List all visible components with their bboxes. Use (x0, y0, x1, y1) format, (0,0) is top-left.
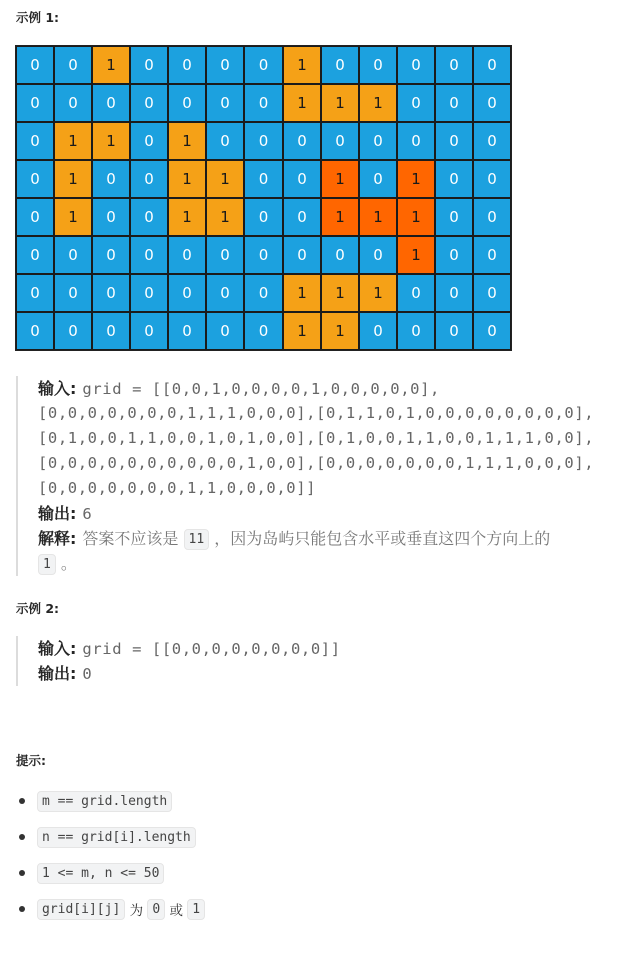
land-cell: 1 (283, 46, 321, 84)
hint-code: 1 (187, 899, 205, 920)
water-cell: 0 (359, 160, 397, 198)
land-cell: 1 (206, 160, 244, 198)
water-cell: 0 (206, 84, 244, 122)
output-value-2: 0 (82, 665, 93, 683)
water-cell: 0 (16, 274, 54, 312)
water-cell: 0 (16, 160, 54, 198)
water-cell: 0 (206, 122, 244, 160)
hint-code: 0 (147, 899, 165, 920)
water-cell: 0 (397, 274, 435, 312)
land-cell: 1 (321, 198, 359, 236)
water-cell: 0 (435, 198, 473, 236)
land-cell: 1 (397, 160, 435, 198)
land-cell: 1 (397, 236, 435, 274)
input-value-line-4: [0,0,0,0,0,0,0,0,0,0,1,0,0],[0,0,0,0,0,0,0,1,1,1,0,0,0], (38, 454, 595, 472)
hint-code: grid[i][j] (37, 899, 125, 920)
bullet-icon (19, 834, 25, 840)
hint-item (16, 819, 205, 855)
water-cell: 0 (359, 122, 397, 160)
input-line-2 (38, 636, 341, 661)
input-value-line-1: grid = [[0,0,1,0,0,0,0,1,0,0,0,0,0], (82, 380, 440, 398)
land-cell: 1 (321, 160, 359, 198)
water-cell: 0 (54, 312, 92, 350)
water-cell: 0 (130, 160, 168, 198)
water-cell: 0 (473, 236, 511, 274)
output-value: 6 (82, 505, 93, 523)
explanation-text-1: 答案不应该是 (82, 529, 179, 548)
hint-item (16, 891, 205, 927)
input-label: 输入: (38, 379, 77, 398)
land-cell: 1 (359, 198, 397, 236)
example-2-heading: 示例 2: (16, 601, 60, 616)
water-cell: 0 (130, 84, 168, 122)
explanation-text-2: ，因为岛屿只能包含水平或垂直这四个方向上的 (214, 529, 551, 548)
explanation-line-2 (38, 551, 594, 576)
land-cell: 1 (359, 84, 397, 122)
water-cell: 0 (473, 122, 511, 160)
hint-item (16, 855, 205, 891)
water-cell: 0 (244, 84, 283, 122)
land-cell: 1 (397, 198, 435, 236)
bullet-icon (19, 906, 25, 912)
water-cell: 0 (283, 236, 321, 274)
water-cell: 0 (473, 84, 511, 122)
water-cell: 0 (435, 46, 473, 84)
water-cell: 0 (206, 46, 244, 84)
water-cell: 0 (54, 274, 92, 312)
explanation-code-1: 1 (38, 554, 56, 575)
land-cell: 1 (54, 160, 92, 198)
land-cell: 1 (92, 46, 130, 84)
bullet-icon (19, 798, 25, 804)
water-cell: 0 (54, 236, 92, 274)
water-cell: 0 (359, 312, 397, 350)
water-cell: 0 (130, 312, 168, 350)
water-cell: 0 (397, 122, 435, 160)
water-cell: 0 (168, 236, 206, 274)
water-cell: 0 (321, 122, 359, 160)
land-cell: 1 (283, 274, 321, 312)
water-cell: 0 (283, 122, 321, 160)
water-cell: 0 (92, 84, 130, 122)
water-cell: 0 (473, 274, 511, 312)
water-cell: 0 (244, 236, 283, 274)
land-cell: 1 (283, 84, 321, 122)
water-cell: 0 (321, 236, 359, 274)
land-cell: 1 (206, 198, 244, 236)
hint-code: n == grid[i].length (37, 827, 196, 848)
water-cell: 0 (283, 160, 321, 198)
land-cell: 1 (321, 274, 359, 312)
water-cell: 0 (130, 236, 168, 274)
hints-list (16, 783, 205, 927)
water-cell: 0 (244, 122, 283, 160)
land-cell: 1 (54, 122, 92, 160)
water-cell: 0 (473, 46, 511, 84)
bullet-icon (19, 870, 25, 876)
water-cell: 0 (92, 312, 130, 350)
hint-text: 为 (129, 903, 144, 919)
example-1-heading: 示例 1: (16, 10, 60, 25)
input-value-line-3: [0,1,0,0,1,1,0,0,1,0,1,0,0],[0,1,0,0,1,1,0,0,1,1,1,0,0], (38, 429, 595, 447)
water-cell: 0 (473, 160, 511, 198)
input-label-2: 输入: (38, 639, 77, 658)
water-cell: 0 (168, 84, 206, 122)
input-value-line-5: [0,0,0,0,0,0,0,1,1,0,0,0,0]] (38, 479, 317, 497)
water-cell: 0 (244, 160, 283, 198)
water-cell: 0 (244, 198, 283, 236)
water-cell: 0 (435, 312, 473, 350)
water-cell: 0 (130, 198, 168, 236)
water-cell: 0 (244, 46, 283, 84)
water-cell: 0 (397, 84, 435, 122)
water-cell: 0 (206, 236, 244, 274)
water-cell: 0 (16, 122, 54, 160)
land-cell: 1 (359, 274, 397, 312)
input-value-2: grid = [[0,0,0,0,0,0,0,0]] (82, 640, 341, 658)
water-cell: 0 (206, 312, 244, 350)
hint-text: 或 (169, 903, 183, 919)
land-cell: 1 (54, 198, 92, 236)
output-line-2 (38, 661, 341, 686)
hints-heading: 提示: (16, 753, 46, 768)
water-cell: 0 (435, 274, 473, 312)
hint-code: m == grid.length (37, 791, 172, 812)
water-cell: 0 (397, 46, 435, 84)
water-cell: 0 (283, 198, 321, 236)
water-cell: 0 (92, 236, 130, 274)
land-cell: 1 (168, 198, 206, 236)
water-cell: 0 (321, 46, 359, 84)
water-cell: 0 (54, 46, 92, 84)
island-grid-figure (16, 46, 511, 350)
land-cell: 1 (168, 122, 206, 160)
explanation-code-11: 11 (184, 529, 210, 550)
explanation-label: 解释: (38, 529, 77, 548)
land-cell: 1 (168, 160, 206, 198)
water-cell: 0 (244, 312, 283, 350)
water-cell: 0 (54, 84, 92, 122)
explanation-text-3: 。 (60, 554, 77, 573)
water-cell: 0 (16, 236, 54, 274)
water-cell: 0 (92, 274, 130, 312)
output-label-2: 输出: (38, 664, 77, 683)
water-cell: 0 (92, 160, 130, 198)
water-cell: 0 (130, 46, 168, 84)
water-cell: 0 (16, 84, 54, 122)
water-cell: 0 (435, 122, 473, 160)
water-cell: 0 (92, 198, 130, 236)
water-cell: 0 (435, 236, 473, 274)
water-cell: 0 (168, 312, 206, 350)
output-label: 输出: (38, 504, 77, 523)
water-cell: 0 (16, 46, 54, 84)
input-line (38, 376, 594, 401)
hint-item (16, 783, 205, 819)
hint-code: 1 <= m, n <= 50 (37, 863, 164, 884)
water-cell: 0 (168, 274, 206, 312)
land-cell: 1 (321, 84, 359, 122)
water-cell: 0 (397, 312, 435, 350)
water-cell: 0 (244, 274, 283, 312)
input-value-line-2: [0,0,0,0,0,0,0,1,1,1,0,0,0],[0,1,1,0,1,0,0,0,0,0,0,0,0], (38, 404, 595, 422)
land-cell: 1 (321, 312, 359, 350)
water-cell: 0 (435, 160, 473, 198)
example-2-block (16, 636, 341, 686)
land-cell: 1 (283, 312, 321, 350)
explanation-line (38, 526, 594, 551)
water-cell: 0 (473, 312, 511, 350)
water-cell: 0 (130, 122, 168, 160)
water-cell: 0 (435, 84, 473, 122)
water-cell: 0 (16, 312, 54, 350)
water-cell: 0 (16, 198, 54, 236)
output-line (38, 501, 594, 526)
water-cell: 0 (473, 198, 511, 236)
water-cell: 0 (130, 274, 168, 312)
example-1-block (16, 376, 594, 576)
water-cell: 0 (168, 46, 206, 84)
water-cell: 0 (359, 236, 397, 274)
land-cell: 1 (92, 122, 130, 160)
water-cell: 0 (206, 274, 244, 312)
water-cell: 0 (359, 46, 397, 84)
